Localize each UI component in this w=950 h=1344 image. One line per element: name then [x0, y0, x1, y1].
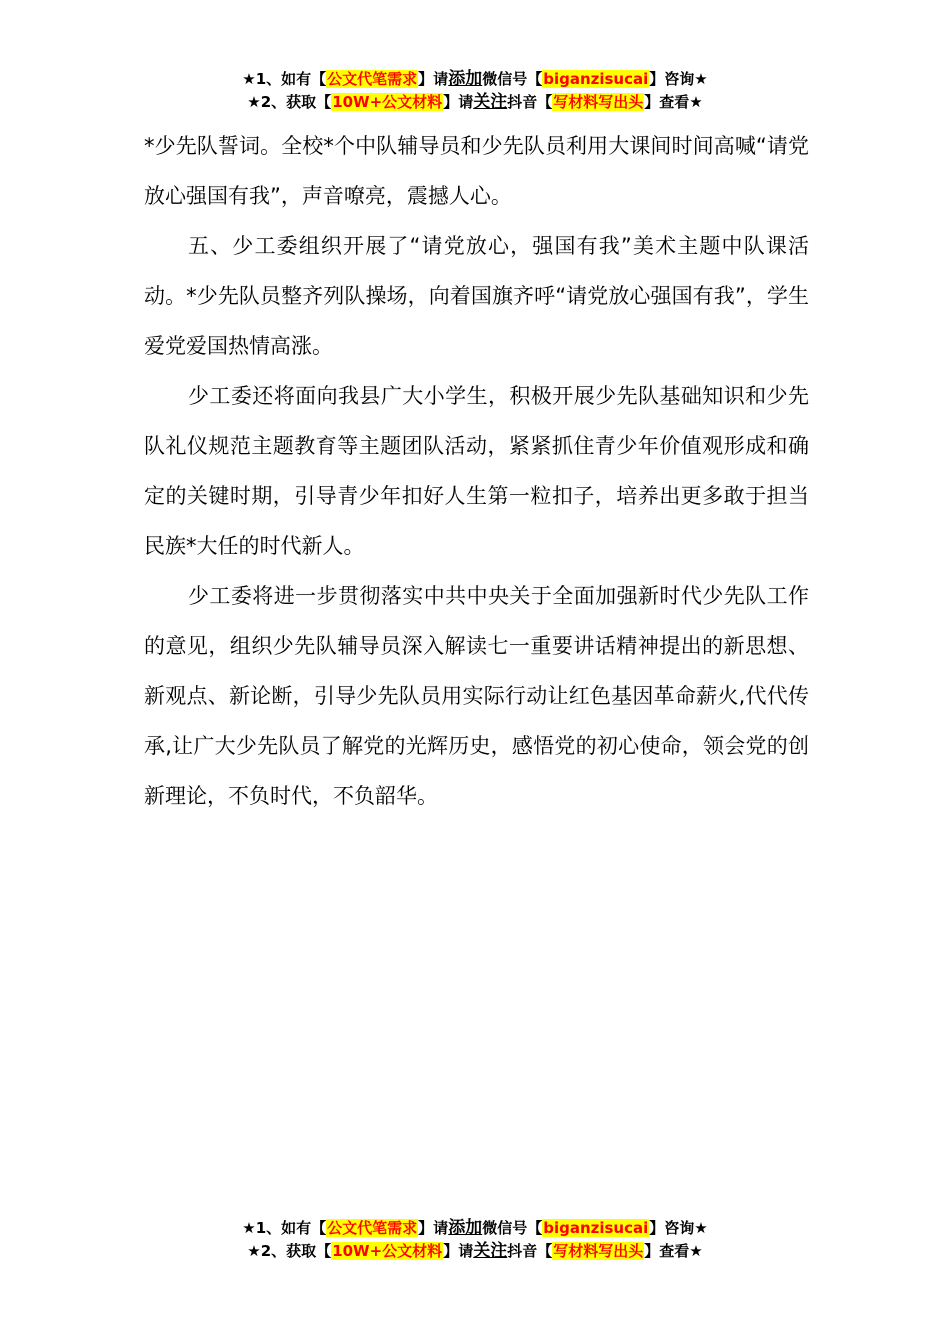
banner-highlight: biganzisucai: [543, 70, 649, 88]
banner-text: 】咨询★: [649, 1219, 708, 1237]
banner-text: 抖音【: [507, 1242, 553, 1260]
body-paragraph: 少工委将进一步贯彻落实中共中央关于全面加强新时代少先队工作的意见，组织少先队辅导员深入解读七一重要讲话精神提出的新思想、新观点、新论断，引导少先队员用实际行动让红色基因革命薪火,代代传承,让广大少先队员了解党的光辉历史，感悟党的初心使命，领会党的创新理论，不负时代，不负韶华。: [144, 584, 809, 808]
banner-highlight: 公文代笔需求: [327, 70, 418, 88]
banner-highlight: 公文代笔需求: [327, 1219, 418, 1237]
banner-text: 微信号【: [482, 1219, 543, 1237]
banner-line-1: [0, 1217, 950, 1240]
banner-text: 】请: [418, 1219, 449, 1237]
banner-emphasis: 添加: [448, 69, 483, 89]
body-paragraph: 少工委还将面向我县广大小学生，积极开展少先队基础知识和少先队礼仪规范主题教育等主题团队活动，紧紧抓住青少年价值观形成和确定的关键时期，引导青少年扣好人生第一粒扣子，培养出更多敢于担当民族*大任的时代新人。: [144, 384, 809, 558]
body-paragraph: 五、少工委组织开展了“请党放心，强国有我”美术主题中队课活动。*少先队员整齐列队操场，向着国旗齐呼“请党放心强国有我”，学生爱党爱国热情高涨。: [144, 234, 809, 358]
banner-text: ★2、获取【: [247, 1242, 332, 1260]
banner-emphasis: 关注: [473, 92, 508, 112]
banner-text: 】查看★: [644, 1242, 703, 1260]
banner-text: 】请: [443, 1242, 474, 1260]
banner-text: ★1、如有【: [242, 1219, 327, 1237]
banner-emphasis: 添加: [448, 1218, 483, 1238]
banner-highlight: 写材料写出头: [553, 1242, 644, 1260]
document-body: [144, 121, 809, 821]
header-banner: [0, 68, 950, 114]
banner-text: ★1、如有【: [242, 70, 327, 88]
banner-highlight: 写材料写出头: [553, 93, 644, 111]
banner-text: 微信号【: [482, 70, 543, 88]
banner-text: 抖音【: [507, 93, 553, 111]
banner-text: 】咨询★: [649, 70, 708, 88]
banner-line-2: [0, 91, 950, 114]
banner-highlight: 10W+公文材料: [332, 93, 443, 111]
banner-highlight: 10W+公文材料: [332, 1242, 443, 1260]
banner-line-2: [0, 1240, 950, 1263]
body-paragraph: *少先队誓词。全校*个中队辅导员和少先队员利用大课间时间高喊“请党放心强国有我”，声音嘹亮，震撼人心。: [144, 134, 809, 208]
banner-emphasis: 关注: [473, 1241, 508, 1261]
banner-line-1: [0, 68, 950, 91]
banner-text: 】请: [418, 70, 449, 88]
footer-banner: [0, 1217, 950, 1263]
banner-highlight: biganzisucai: [543, 1219, 649, 1237]
banner-text: 】请: [443, 93, 474, 111]
banner-text: ★2、获取【: [247, 93, 332, 111]
banner-text: 】查看★: [644, 93, 703, 111]
